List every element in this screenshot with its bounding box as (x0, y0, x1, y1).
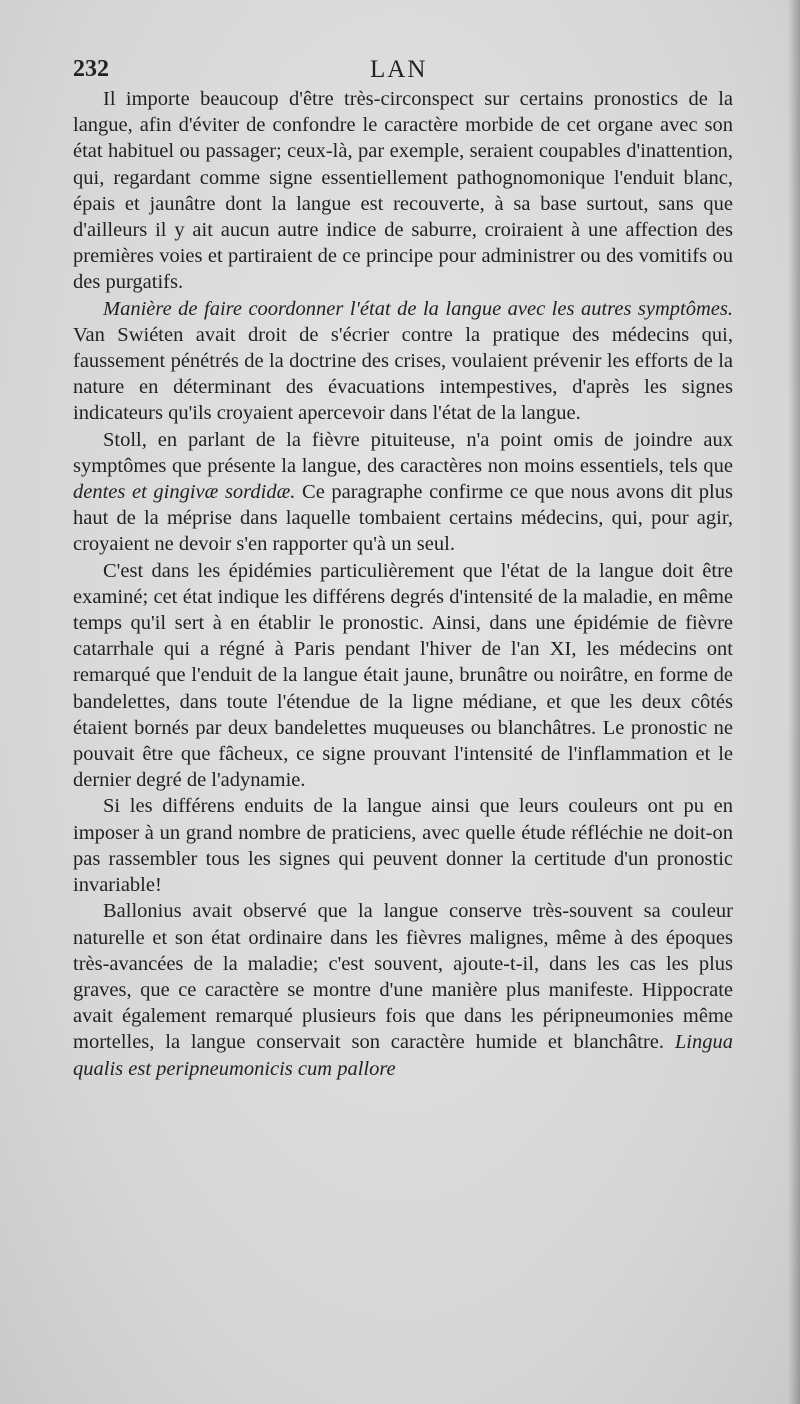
paragraph-2 (73, 296, 733, 427)
paragraph-3-text-after: Ce paragraphe confirme ce que nous avons dit plus haut de la méprise dans laquelle tombaient certains médecins, qui, pour agir, croyaient ne devoir s'en rapporter qu'à un seul. (73, 481, 733, 556)
paragraph-6 (73, 898, 733, 1081)
page-edge-shadow (788, 0, 800, 1404)
paragraph-6-text: Ballonius avait observé que la langue conserve très-souvent sa couleur naturelle et son état ordinaire dans les fièvres malignes, même à des époques très-avancées de la maladie; c'est souvent, ajoute-t-il, dans les cas les plus graves, que ce caractère se montre d'une manière plus manifeste. Hippocrate avait également remarqué plusieurs fois que dans les péripneumonies même mortelles, la langue conservait son caractère humide et blanchâtre. (73, 900, 733, 1054)
latin-quote-end: Lingua qualis est peripneumonicis cum pallore (73, 1031, 733, 1080)
body-text (73, 86, 733, 1082)
latin-quote: dentes et gingivæ sordidæ. (73, 481, 296, 504)
section-heading-italic: Manière de faire coordonner l'état de la langue avec les autres symptômes. (103, 297, 733, 320)
paragraph-5-text: Si les différens enduits de la langue ainsi que leurs couleurs ont pu en imposer à un grand nombre de praticiens, avec quelle étude réfléchie ne doit-on pas rassembler tous les signes qui peuvent donner la certitude d'un pronostic invariable! (73, 795, 733, 897)
running-title: LAN (370, 56, 428, 83)
paragraph-1 (73, 86, 733, 296)
page-number: 232 (73, 56, 109, 82)
paragraph-4 (73, 558, 733, 794)
paragraph-5 (73, 793, 733, 898)
paragraph-1-text: Il importe beaucoup d'être très-circonspect sur certains pronostics de la langue, afin d'éviter de confondre le caractère morbide de cet organe avec son état habituel ou passager; ceux-là, par exemple, seraient coupables d'inattention, qui, regardant comme signe essentiellement pathognomonique l'enduit blanc, épais et jaunâtre dont la langue est recouverte, à sa base surtout, sans que d'ailleurs il y ait aucun autre indice de saburre, croiraient à une affection des premières voies et partiraient de ce principe pour administrer ou des vomitifs ou des purgatifs. (73, 88, 733, 294)
paragraph-3 (73, 427, 733, 558)
paragraph-2-text: Van Swiéten avait droit de s'écrier contre la pratique des médecins qui, faussement pénétrés de la doctrine des crises, voulaient prévenir les efforts de la nature en déterminant des évacuations intempestives, d'après les signes indicateurs qu'ils croyaient apercevoir dans l'état de la langue. (73, 323, 733, 425)
paragraph-3-text: Stoll, en parlant de la fièvre pituiteuse, n'a point omis de joindre aux symptômes que présente la langue, des caractères non moins essentiels, tels que (73, 428, 733, 477)
paragraph-4-text: C'est dans les épidémies particulièrement que l'état de la langue doit être examiné; cet état indique les différens degrés d'intensité de la maladie, en même temps qu'il sert à en établir le pronostic. Ainsi, dans une épidémie de fièvre catarrhale qui a régné à Paris pendant l'hiver de l'an XI, les médecins ont remarqué que l'enduit de la langue était jaune, brunâtre ou noirâtre, en forme de bandelettes, dans toute l'étendue de la ligne médiane, et que les deux côtés étaient bornés par deux bandelettes muqueuses ou blanchâtres. Le pronostic ne pouvait être que fâcheux, ce signe prouvant l'intensité de l'inflammation et le dernier degré de l'adynamie. (73, 559, 733, 792)
running-head (73, 56, 733, 86)
